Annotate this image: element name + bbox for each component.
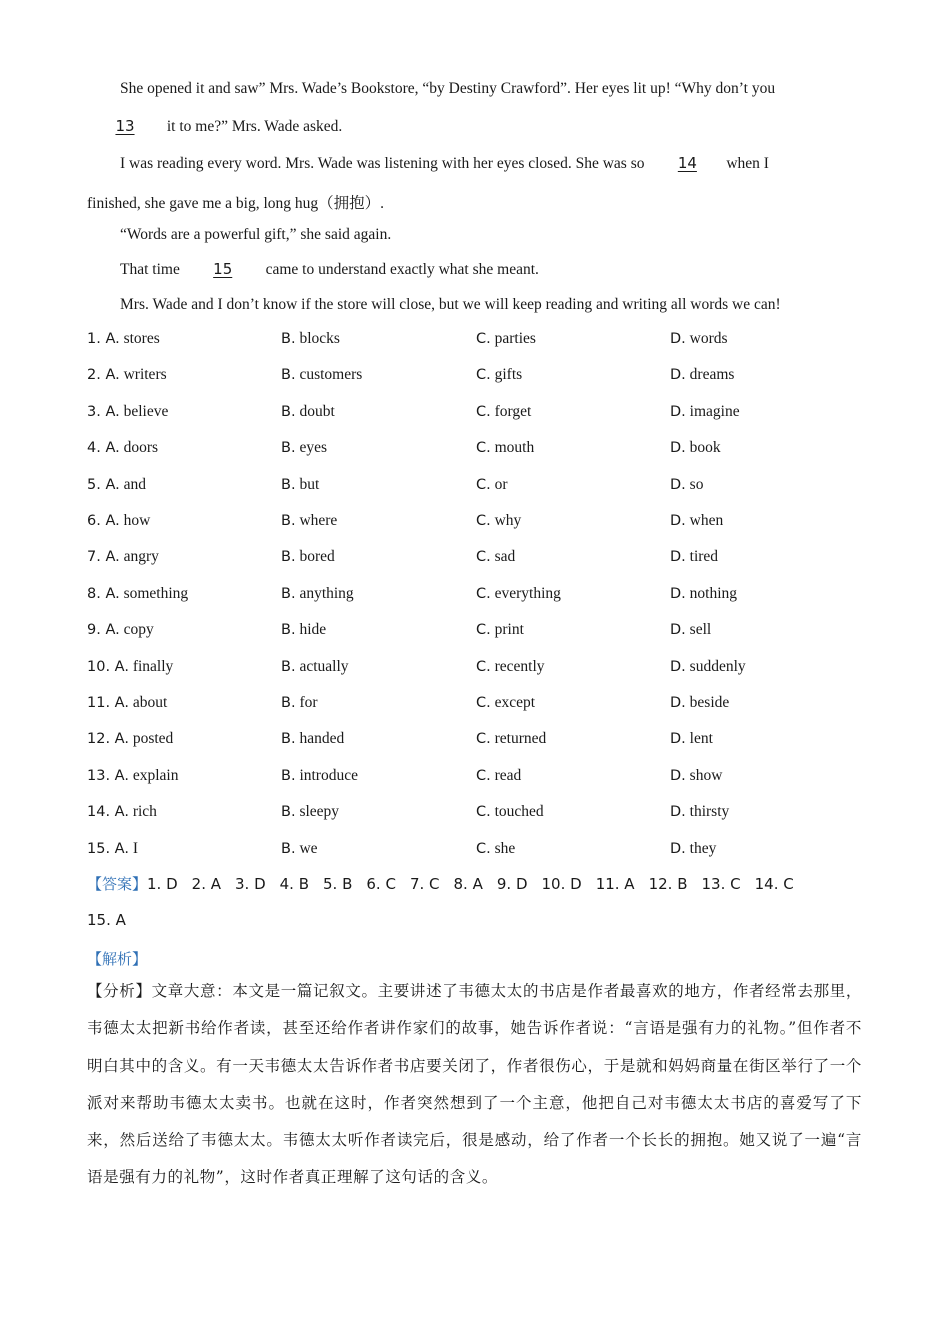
question-row xyxy=(87,730,867,754)
option xyxy=(476,621,524,639)
option xyxy=(670,730,713,748)
option-text: something xyxy=(119,584,189,602)
option xyxy=(670,548,718,566)
option-label: D. xyxy=(670,440,686,457)
passage-line-6 xyxy=(120,260,539,279)
option-label: 12. A. xyxy=(87,731,129,748)
option-text: how xyxy=(119,512,151,529)
option-text: they xyxy=(685,839,717,857)
option xyxy=(670,512,723,530)
option xyxy=(87,730,173,748)
option xyxy=(476,803,544,821)
question-row xyxy=(87,548,867,572)
option xyxy=(476,730,546,748)
option-text: blocks xyxy=(295,330,340,347)
option xyxy=(281,403,335,421)
option-text: dreams xyxy=(685,366,735,384)
option-text: she xyxy=(490,839,516,857)
option xyxy=(281,330,340,348)
option-label: D. xyxy=(670,731,686,748)
option-label: 3. A. xyxy=(87,403,120,420)
option-text: sad xyxy=(490,548,516,566)
option-label: D. xyxy=(670,767,686,784)
option-label: B. xyxy=(281,622,296,639)
option-label: 11. A. xyxy=(87,695,129,711)
passage-text: I was reading every word. Mrs. Wade was listening with her eyes closed. She was so xyxy=(120,155,649,172)
answer-item: 3. D xyxy=(235,875,266,893)
option xyxy=(476,694,535,712)
answer-item: 8. A xyxy=(453,875,483,893)
option-text: finally xyxy=(128,657,174,675)
option-label: 8. A. xyxy=(87,585,120,602)
answer-item: 9. D xyxy=(496,875,528,893)
question-row xyxy=(87,658,867,682)
question-row xyxy=(87,767,867,791)
passage-text: came to understand exactly what she meant. xyxy=(261,261,539,278)
answer-item: 4. B xyxy=(279,875,310,893)
option-text: doubt xyxy=(295,402,335,420)
option xyxy=(87,366,167,384)
option xyxy=(281,767,358,785)
option-label: 10. A. xyxy=(87,658,129,675)
option-text: suddenly xyxy=(685,657,746,675)
option-text: recently xyxy=(490,657,545,675)
option-label: C. xyxy=(476,840,491,857)
option xyxy=(87,476,146,494)
option xyxy=(281,694,318,712)
option xyxy=(670,476,703,494)
option-text: posted xyxy=(128,730,174,748)
option xyxy=(87,585,188,603)
option-text: nothing xyxy=(685,584,738,602)
option-label: C. xyxy=(476,622,491,639)
answer-tag: 【答案】 xyxy=(87,875,148,893)
passage-text: finished, she gave me a big, long hug（拥抱）. xyxy=(87,195,385,212)
passage-text: when I xyxy=(726,155,769,172)
option-label: D. xyxy=(670,331,686,347)
option xyxy=(87,403,168,421)
question-row xyxy=(87,366,867,390)
passage-line-1 xyxy=(120,80,775,98)
answer-item: 6. C xyxy=(366,875,396,893)
option-text: or xyxy=(490,475,508,493)
option xyxy=(476,658,545,676)
option-text: writers xyxy=(119,366,167,384)
option-text: when xyxy=(685,512,724,529)
answer-item: 13. C xyxy=(701,875,741,893)
option-text: sell xyxy=(685,621,712,639)
option xyxy=(87,512,150,530)
option xyxy=(281,621,326,639)
option-label: 4. A. xyxy=(87,440,120,457)
option-text: beside xyxy=(685,694,730,711)
option xyxy=(670,621,711,639)
question-row xyxy=(87,840,867,864)
option-text: why xyxy=(490,512,522,529)
option xyxy=(87,767,178,785)
option-text: we xyxy=(295,839,318,857)
option-label: B. xyxy=(281,585,296,602)
option-label: 6. A. xyxy=(87,513,120,529)
option xyxy=(670,658,746,676)
option-text: so xyxy=(685,475,704,493)
option-text: copy xyxy=(119,621,154,639)
blank-13: 13 xyxy=(115,117,135,135)
option-label: D. xyxy=(670,513,686,529)
option-text: introduce xyxy=(295,766,358,784)
option xyxy=(281,585,354,603)
passage-line-5 xyxy=(120,226,391,244)
option-label: D. xyxy=(670,804,686,821)
option-label: B. xyxy=(281,658,296,675)
option xyxy=(87,548,159,566)
option xyxy=(281,658,349,676)
option-text: thirsty xyxy=(685,803,730,821)
option xyxy=(476,330,536,348)
answer-item: 2. A xyxy=(191,875,221,893)
option-text: tired xyxy=(685,548,719,566)
option xyxy=(670,366,734,384)
option xyxy=(670,439,721,457)
option xyxy=(670,330,728,348)
option xyxy=(281,730,344,748)
option xyxy=(281,512,337,530)
option-label: D. xyxy=(670,476,686,493)
passage-text: She opened it and saw” Mrs. Wade’s Bookstore, “by Destiny Crawford”. Her eyes lit up! “Why don’t you xyxy=(120,80,776,97)
option-text: gifts xyxy=(490,366,523,384)
question-row xyxy=(87,403,867,427)
option xyxy=(670,694,729,712)
option xyxy=(670,803,729,821)
option-text: bored xyxy=(295,548,335,566)
option-label: 9. A. xyxy=(87,622,120,639)
option-label: B. xyxy=(281,440,296,457)
option-text: lent xyxy=(685,730,713,748)
option xyxy=(476,476,508,494)
option xyxy=(87,330,160,348)
option-label: C. xyxy=(476,731,491,748)
option-label: B. xyxy=(281,403,296,420)
answer-item: 1. D xyxy=(147,875,178,893)
option xyxy=(281,840,318,858)
option-text: eyes xyxy=(295,439,327,457)
question-row xyxy=(87,476,867,500)
option-label: B. xyxy=(281,549,296,566)
option xyxy=(281,803,339,821)
option-label: 2. A. xyxy=(87,367,120,384)
option-label: D. xyxy=(670,367,686,384)
option-text: explain xyxy=(128,766,179,784)
passage-line-7 xyxy=(120,296,781,314)
answer-line-2 xyxy=(87,911,126,929)
passage-text: Mrs. Wade and I don’t know if the store will close, but we will keep reading and writing all words we can! xyxy=(120,296,781,313)
passage-line-2 xyxy=(87,117,342,136)
option-label: C. xyxy=(476,513,491,529)
option-label: C. xyxy=(476,658,491,675)
option-text: anything xyxy=(295,584,354,602)
option-text: I xyxy=(128,839,138,857)
answer-item: 12. B xyxy=(648,875,688,893)
option-label: 15. A. xyxy=(87,840,129,857)
answer-item: 10. D xyxy=(541,875,582,893)
option-text: and xyxy=(119,475,146,493)
option-text: words xyxy=(685,330,728,347)
option xyxy=(476,512,521,530)
analysis-tag: 【解析】 xyxy=(87,950,148,968)
option-label: C. xyxy=(476,476,491,493)
passage-line-4 xyxy=(87,191,384,213)
option-text: but xyxy=(295,475,320,493)
option-label: 5. A. xyxy=(87,476,120,493)
option-text: except xyxy=(490,694,536,711)
option-text: mouth xyxy=(490,439,535,457)
option-label: D. xyxy=(670,622,686,639)
option-text: customers xyxy=(295,366,363,384)
option-label: C. xyxy=(476,585,491,602)
answer-item: 11. A xyxy=(595,875,635,893)
option xyxy=(476,366,522,384)
option xyxy=(281,439,327,457)
analysis-heading xyxy=(87,948,147,969)
option xyxy=(87,840,138,858)
option-text: where xyxy=(295,512,338,529)
option-text: hide xyxy=(295,621,327,639)
option xyxy=(670,767,722,785)
option xyxy=(476,439,534,457)
option-label: C. xyxy=(476,549,491,566)
option xyxy=(670,403,740,421)
option-text: forget xyxy=(490,402,532,420)
option xyxy=(670,840,716,858)
option-label: B. xyxy=(281,840,296,857)
option-text: touched xyxy=(490,803,544,821)
option-text: book xyxy=(685,439,721,457)
option xyxy=(87,439,158,457)
option xyxy=(281,548,335,566)
option-text: returned xyxy=(490,730,547,748)
option-label: C. xyxy=(476,767,491,784)
option xyxy=(476,548,515,566)
answer-item: 14. C xyxy=(754,875,794,893)
option-text: rich xyxy=(128,803,157,821)
option-label: C. xyxy=(476,331,491,347)
option xyxy=(281,366,362,384)
answer-item: 15. A xyxy=(87,911,126,929)
option-text: for xyxy=(295,694,318,711)
option xyxy=(281,476,319,494)
option xyxy=(87,621,154,639)
option-text: about xyxy=(128,694,168,711)
option-label: C. xyxy=(476,440,491,457)
option xyxy=(476,585,561,603)
option-text: print xyxy=(490,621,524,639)
option-text: believe xyxy=(119,402,169,420)
option-label: D. xyxy=(670,658,686,675)
option-text: stores xyxy=(119,330,160,347)
option-label: 1. A. xyxy=(87,331,120,347)
option-text: read xyxy=(490,766,522,784)
answer-items xyxy=(147,875,808,893)
answer-item: 5. B xyxy=(323,875,353,893)
option-label: D. xyxy=(670,549,686,566)
passage-line-3 xyxy=(120,154,769,173)
option-label: B. xyxy=(281,695,296,711)
option xyxy=(670,585,737,603)
option-label: D. xyxy=(670,403,686,420)
question-row xyxy=(87,621,867,645)
option-label: 14. A. xyxy=(87,804,129,821)
option-label: B. xyxy=(281,767,296,784)
option-label: D. xyxy=(670,695,686,711)
option-label: B. xyxy=(281,331,296,347)
passage-text: That time xyxy=(120,261,184,278)
option-text: sleepy xyxy=(295,803,340,821)
option xyxy=(476,767,521,785)
option-text: show xyxy=(685,766,723,784)
option-text: parties xyxy=(490,330,536,347)
question-row xyxy=(87,585,867,609)
option-text: everything xyxy=(490,584,561,602)
option xyxy=(87,694,167,712)
question-row xyxy=(87,330,867,354)
option xyxy=(476,840,515,858)
option-text: imagine xyxy=(685,402,740,420)
passage-text: “Words are a powerful gift,” she said again. xyxy=(120,226,392,243)
option-label: D. xyxy=(670,585,686,602)
option-label: C. xyxy=(476,367,491,384)
option-label: B. xyxy=(281,513,296,529)
option-text: angry xyxy=(119,548,159,566)
option xyxy=(87,803,157,821)
answer-line xyxy=(87,873,808,894)
option-label: B. xyxy=(281,367,296,384)
option-label: B. xyxy=(281,804,296,821)
option-label: D. xyxy=(670,840,686,857)
answer-item: 7. C xyxy=(409,875,440,893)
option-label: B. xyxy=(281,476,296,493)
question-row xyxy=(87,439,867,463)
option-text: handed xyxy=(295,730,345,748)
option-label: C. xyxy=(476,695,491,711)
option xyxy=(87,658,173,676)
blank-14: 14 xyxy=(677,154,697,172)
option-label: B. xyxy=(281,731,296,748)
option-label: 13. A. xyxy=(87,767,129,784)
blank-15: 15 xyxy=(213,260,233,278)
option-label: 7. A. xyxy=(87,549,120,566)
question-row xyxy=(87,803,867,827)
option-label: C. xyxy=(476,403,491,420)
question-row xyxy=(87,512,867,536)
option-text: actually xyxy=(295,657,349,675)
passage-text: it to me?” Mrs. Wade asked. xyxy=(163,118,343,135)
analysis-text: 【分析】文章大意：本文是一篇记叙文。主要讲述了韦德太太的书店是作者最喜欢的地方，作者经常去那里，韦德太太把新书给作者读，甚至还给作者讲作家们的故事，她告诉作者说：“言语是强有力的礼物。”但作者不明白其中的含义。有一天韦德太太告诉作者书店要关闭了，作者很伤心，于是就和妈妈商量在街区举行了一个派对来帮助韦德太太卖书。也就在这时，作者突然想到了一个主意，他把自己对韦德太太书店的喜爱写了下来，然后送给了韦德太太。韦德太太听作者读完后，很是感动，给了作者一个长长的拥抱。她又说了一遍“言语是强有力的礼物”，这时作者真正理解了这句话的含义。 xyxy=(87,982,862,1187)
option-label: C. xyxy=(476,804,491,821)
option-text: doors xyxy=(119,439,159,457)
question-row xyxy=(87,694,867,718)
option xyxy=(476,403,531,421)
